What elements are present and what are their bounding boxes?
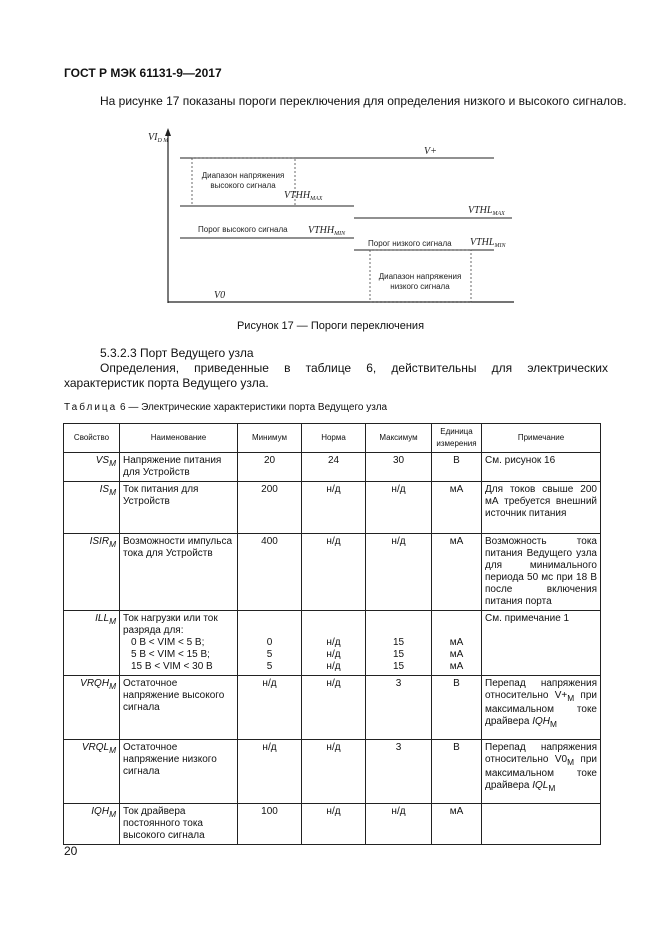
value: н/д	[326, 661, 341, 672]
vthl-min-label: $VTHL_{MIN}$	[470, 237, 506, 249]
header-unit: Единица измерения	[432, 424, 482, 453]
table-caption-text: 6 — Электрические характеристики порта Ведущего узла	[120, 402, 388, 413]
cell-note: См. рисунок 16	[482, 453, 601, 482]
cell-min: 20	[238, 453, 302, 482]
cell-min: н/д	[238, 740, 302, 804]
cell-norm: н/д	[302, 482, 366, 534]
vthh-min-label: $VTHH_{MIN}$	[308, 225, 346, 237]
y-axis-label: $VI_{D M}$	[148, 132, 169, 144]
header-property: Свойство	[64, 424, 120, 453]
cell-symbol: $ILL_M$	[64, 611, 120, 676]
cell-unit: В	[432, 740, 482, 804]
section-title: 5.3.2.3 Порт Ведущего узла	[100, 346, 254, 360]
cell-note: Перепад напряжения относительно $V+_M$ при максимальном токе драйвера $IQH_M$	[482, 676, 601, 740]
intro-text: На рисунке 17 показаны пороги переключения для определения низкого и высокого сигналов.	[100, 94, 627, 108]
cell-min	[238, 611, 302, 676]
header-min: Минимум	[238, 424, 302, 453]
cell-symbol: $VRQL_M$	[64, 740, 120, 804]
cell-max	[366, 611, 432, 676]
cell-unit: мА	[432, 482, 482, 534]
value: 15	[392, 661, 405, 672]
value: мА	[449, 637, 464, 648]
cell-norm: н/д	[302, 676, 366, 740]
cell-name: Ток питания для Устройств	[120, 482, 238, 534]
table-row	[64, 453, 601, 482]
value: 0	[266, 637, 273, 648]
cell-symbol: $ISIR_M$	[64, 534, 120, 611]
v-plus-label: V+	[424, 146, 437, 157]
table-row	[64, 611, 601, 676]
cell-unit: мА	[432, 534, 482, 611]
cell-max: н/д	[366, 482, 432, 534]
cell-symbol: $IQH_M$	[64, 804, 120, 845]
cell-unit: В	[432, 453, 482, 482]
cell-name: Ток драйвера постоянного тока высокого сигнала	[120, 804, 238, 845]
figure-caption: Рисунок 17 — Пороги переключения	[236, 320, 425, 332]
cell-note: Для токов свыше 200 мА требуется внешний источник питания	[482, 482, 601, 534]
cell-norm: н/д	[302, 804, 366, 845]
value: 15	[392, 649, 405, 660]
value: 15	[392, 637, 405, 648]
cell-unit	[432, 611, 482, 676]
cell-symbol: $VS_M$	[64, 453, 120, 482]
electrical-characteristics-table	[63, 423, 601, 845]
table-row	[64, 482, 601, 534]
switching-threshold-diagram	[0, 120, 661, 320]
v0-label: V0	[214, 290, 226, 301]
high-range-label-2: высокого сигнала	[210, 181, 276, 190]
y-axis-arrow	[165, 128, 171, 136]
cell-norm	[302, 611, 366, 676]
cell-unit: мА	[432, 804, 482, 845]
cell-note: Перепад напряжения относительно $V0_M$ при максимальном токе драйвера $IQL_M$	[482, 740, 601, 804]
range-item: 0 В < VIM < 5 В;	[131, 637, 205, 648]
high-range-label-1: Диапазон напряжения	[201, 171, 285, 180]
cell-min: н/д	[238, 676, 302, 740]
vthh-max-label: $VTHH_{MAX}$	[284, 190, 323, 202]
cell-name-main: Ток нагрузки или ток разряда для:	[123, 613, 218, 636]
value: 5	[266, 661, 273, 672]
document-header: ГОСТ Р МЭК 61131-9—2017	[64, 66, 222, 80]
table-caption	[64, 402, 387, 413]
cell-note: См. примечание 1	[482, 611, 601, 676]
cell-max: 3	[366, 676, 432, 740]
value: н/д	[326, 649, 341, 660]
cell-norm: н/д	[302, 534, 366, 611]
header-norm: Норма	[302, 424, 366, 453]
table-row	[64, 676, 601, 740]
value: н/д	[326, 637, 341, 648]
table-row	[64, 534, 601, 611]
high-threshold-label: Порог высокого сигнала	[198, 225, 288, 234]
cell-symbol: $IS_M$	[64, 482, 120, 534]
table-caption-prefix: Таблица	[64, 402, 118, 413]
range-item: 5 В < VIM < 15 В;	[131, 649, 210, 660]
cell-max: 30	[366, 453, 432, 482]
cell-name: Остаточное напряжение высокого сигнала	[120, 676, 238, 740]
cell-norm: н/д	[302, 740, 366, 804]
value: мА	[449, 649, 464, 660]
cell-name: Возможности импульса тока для Устройств	[120, 534, 238, 611]
section-paragraph: Определения, приведенные в таблице 6, действительны для электрических характеристик порта Ведущего узла.	[64, 361, 608, 390]
header-name: Наименование	[120, 424, 238, 453]
table-header-row	[64, 424, 601, 453]
cell-max: 3	[366, 740, 432, 804]
cell-norm: 24	[302, 453, 366, 482]
page-number: 20	[64, 844, 78, 858]
cell-max: н/д	[366, 804, 432, 845]
cell-unit: В	[432, 676, 482, 740]
table-row	[64, 804, 601, 845]
cell-min: 400	[238, 534, 302, 611]
value: мА	[449, 661, 464, 672]
cell-name: Остаточное напряжение низкого сигнала	[120, 740, 238, 804]
cell-symbol: $VRQH_M$	[64, 676, 120, 740]
header-note: Примечание	[482, 424, 601, 453]
range-item: 15 В < VIM < 30 В	[131, 661, 213, 672]
table-row	[64, 740, 601, 804]
cell-name: Напряжение питания для Устройств	[120, 453, 238, 482]
header-max: Максимум	[366, 424, 432, 453]
cell-note: Возможность тока питания Ведущего узла для минимального периода 50 мс при 18 В после включения питания порта	[482, 534, 601, 611]
low-range-label-2: низкого сигнала	[390, 282, 450, 291]
value: 5	[266, 649, 273, 660]
cell-max: н/д	[366, 534, 432, 611]
cell-min: 200	[238, 482, 302, 534]
vthl-max-label: $VTHL_{MAX}$	[468, 205, 505, 217]
low-threshold-label: Порог низкого сигнала	[368, 239, 452, 248]
cell-min: 100	[238, 804, 302, 845]
cell-name	[120, 611, 238, 676]
low-range-label-1: Диапазон напряжения	[378, 272, 462, 281]
cell-note	[482, 804, 601, 845]
